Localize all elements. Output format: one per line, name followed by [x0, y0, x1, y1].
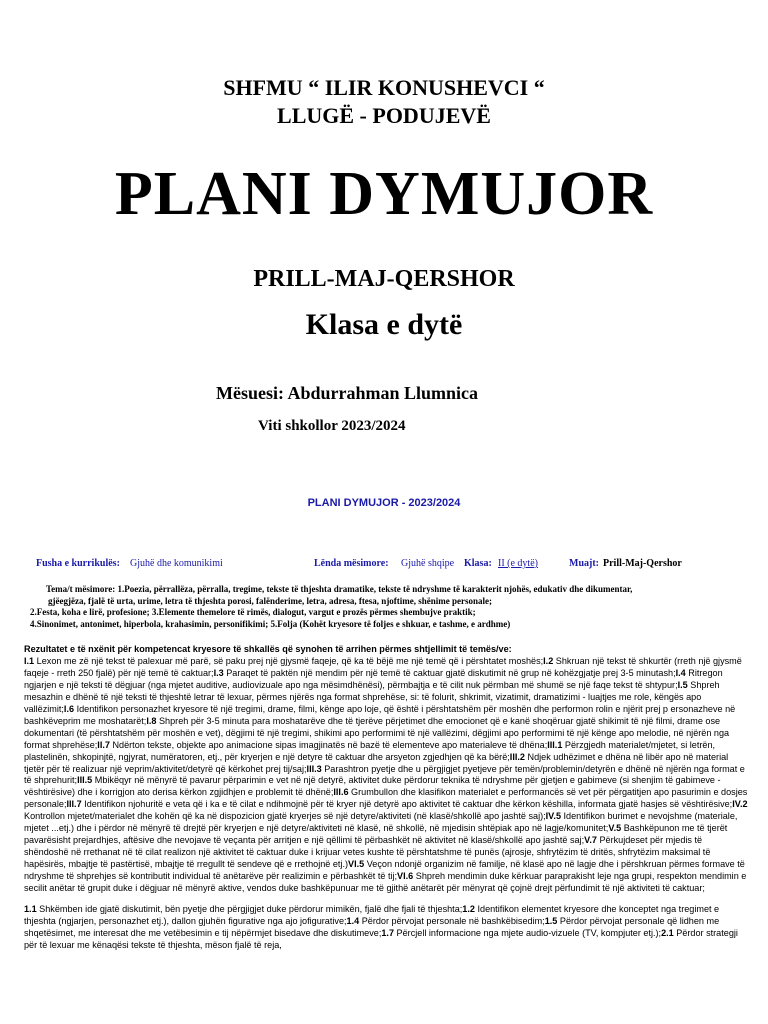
outcome-code: III.2 — [509, 751, 525, 762]
muaji-label: Muajt: — [569, 558, 599, 569]
outcome-code: 2.1 — [661, 927, 674, 938]
place-line: LLUGË - PODUJEVË — [277, 103, 491, 128]
outcome-code: III.1 — [547, 739, 563, 750]
teacher-name: Mësuesi: Abdurrahman Llumnica — [216, 383, 479, 403]
lenda-value: Gjuhë shqipe — [401, 558, 455, 569]
outcome-text: Shpreh mendimin duke kërkuar paraprakisht leje nga grupi, respekton mendimin e secilit anëtar të grupit duke i dëgjuar në mënyrë aktive, vendos duke bashkëpunuar me të gjithë anëtarët për mënyrat që çojnë drejt përfundimit të një aktiviteti të caktuar; — [24, 871, 747, 894]
outcome-text: Mbikëqyr në mënyrë të pavarur përparimin e vet në një detyrë, aktivitet duke përdorur teknika të ndryshme për gjetjen e gabimeve (si shenjim të gabimeve - vështirësive) dhe i korrigjon ato derisa kërkon zgjidhjen e problemit të dhënë; — [24, 775, 721, 798]
outcome-code: I.8 — [146, 715, 157, 726]
outcome-code: I.3 — [213, 667, 224, 678]
outcome-code: 1.5 — [544, 915, 558, 926]
outcome-code: IV.2 — [732, 799, 748, 810]
outcome-text: Lexon me zë një tekst të palexuar më parë, së paku prej një gjysmë faqeje, që ka të bëjë me një temë që i përshtatet moshës; — [34, 655, 544, 666]
outcome-text: Grumbullon dhe klasifikon materialet e performancës së vet për përgatitjen apo pasurimin e dosjes personale; — [24, 787, 748, 810]
outcome-text: Përcjell informacione nga mjete audio-vizuele (TV, kompjuter etj.); — [394, 927, 662, 938]
outcome-text: Shpreh mesazhin e dhënë të një teksti të thjeshtë letrar të lexuar, përmes njërës nga format shprehëse, si: të folurit, shkrimit, vizatimit, dramatizimi - luajtjes me role, këngës apo vallëzimit; — [24, 679, 720, 714]
outcome-text: Paraqet të paktën një mendim për një temë të caktuar gjatë diskutimit në grup në kohëzgjatje prej 3-5 minutash; — [223, 667, 676, 678]
outcome-text: Shkëmben ide gjatë diskutimit, bën pyetje dhe përgjigjet duke përdorur mimikën, fjalë dhe fjali të thjeshta; — [36, 904, 463, 915]
learning-outcomes — [24, 644, 748, 952]
outcomes-paragraph — [24, 656, 748, 895]
outcome-code: I.6 — [63, 703, 75, 714]
outcome-text: Veçon ndonjë organizim në familje, në klasë apo në lagje dhe i përshkruan përmes formave të ndryshme të shprehjes së kontributit individual të anëtarëve për realizimin e përbashkët të tij; — [24, 859, 745, 882]
plan-subtitle: PLANI DYMUJOR - 2023/2024 — [307, 497, 461, 509]
outcome-text: Përdor përvojat personale që lidhen me shqetësimet, me interesat dhe me vetëbesimin e tij nëpërmjet bisedave dhe diskutimeve; — [24, 915, 720, 938]
topics-line: 2.Festa, koha e lirë, profesione; 3.Elemente themelore të rimës, dialogut, vargut e prozës përmes shembujve praktik; — [30, 607, 476, 617]
school-year: Viti shkollor 2023/2024 — [258, 418, 406, 434]
outcome-text: Kontrollon mjetet/materialet dhe kohën që ka në dispozicion gjatë kryerjes së një detyre/aktiviteti (në klasë/shkollë apo jashtë saj); — [24, 811, 546, 822]
months-heading: PRILL-MAJ-QERSHOR — [253, 266, 515, 292]
outcome-text: Ndjek udhëzimet e dhëna në libër apo në material tjetër për të realizuar një veprim/aktivitet/detyrë që kërkohet prej tij/saj; — [24, 751, 729, 774]
outcome-text: Shkruan një tekst të shkurtër (rreth një gjysmë faqeje - rreth 250 fjalë) për një temë të caktuar; — [24, 655, 742, 678]
outcome-code: VI.5 — [348, 859, 365, 870]
outcomes-paragraph — [24, 904, 748, 952]
outcome-code: I.5 — [677, 679, 688, 690]
outcome-code: I.4 — [675, 667, 686, 678]
topics-line: 4.Sinonimet, antonimet, hiperbola, krahasimin, personifikimi; 5.Folja (Kohët kryesore të foljes e shkuar, e tashme, e ardhme) — [30, 618, 511, 629]
outcome-text: Bashkëpunon me të tjerët pavarësisht prejardhjes, aftësive dhe nevojave të veçanta për arritjen e një qëllimi të përbashkët në aktivitet në klasë/shkollë apo jashtë saj; — [24, 823, 728, 846]
klasa-label: Klasa: — [464, 558, 492, 569]
outcome-text: Parashtron pyetje dhe u përgjigjet pyetjeve për temën/problemin/detyrën e dhënë në njërën nga format e të shprehurit; — [24, 763, 745, 786]
outcome-text: Ritregon ngjarjen e një teksti të dëgjuar (nga mjetet auditive, audiovizuale apo nga mësimdhënësi), përmbajtja e të cilit nuk përmban më shumë se një faqe tekst të shtypur; — [24, 667, 723, 690]
muaji-value: Prill-Maj-Qershor — [603, 558, 682, 569]
outcome-code: 1.2 — [462, 904, 475, 915]
outcome-text: Identifikon njohuritë e veta që i ka e të cilat e ndihmojnë për të kryer një detyrë apo aktivitet të caktuar dhe kërkon këshilla, informata gjatë hasjes së vështirësive; — [81, 799, 733, 810]
outcome-code: III.6 — [333, 787, 349, 798]
outcome-code: IV.5 — [545, 811, 561, 822]
fusha-value: Gjuhë dhe komunikimi — [130, 558, 223, 569]
topics-line: Tema/t mësimore: 1.Poezia, përrallëza, përralla, tregime, tekste të thjeshta dramatike, tekste të ndryshme të karakterit njohës, edukativ dhe dikumentar, — [46, 584, 633, 594]
page-title: PLANI DYMUJOR — [114, 160, 654, 228]
topics-block — [28, 584, 748, 630]
lenda-label: Lënda mësimore: — [314, 558, 389, 569]
info-row — [36, 558, 746, 572]
outcome-text: Përkujdeset për mjedis të shëndoshë në rrethanat në të cilat realizon një aktivitet të caktuar duke i krijuar vetes kushte të përshtatshme të punës (ajrosje, shfrytëzim të dritës, shfrytëzim maksimal të hapësirës, mbajtje të pastërtisë, mbajtje të rregullt të sendeve që e rrethojnë etj.) — [24, 835, 711, 870]
outcome-code: I.2 — [543, 655, 554, 666]
outcome-code: 1.7 — [381, 927, 395, 938]
outcome-text: Përdor strategji për të lexuar me kënaqësi tekste të thjeshta, mëson fjalë të reja, — [24, 927, 738, 950]
outcome-text: Ndërton tekste, objekte apo animacione sipas imagjinatës në bazë të elementeve apo materialeve të dhëna; — [109, 739, 548, 750]
outcome-text: Identifikon elementet kryesore dhe konceptet nga tregimet e thjeshta (ngjarjen, personazhet etj.), dallon gjuhën figurative nga ajo jofigurative; — [24, 904, 720, 926]
outcome-code: VI.6 — [397, 871, 414, 882]
outcome-text: Identifikon personazhet kryesore të një tregimi, drame, filmi, kënge apo loje, që është i përshtatshëm për moshën dhe performon rolin e njërit prej p ersonazheve në bashkëveprim me moshatarët; — [24, 703, 736, 726]
fusha-label: Fusha e kurrikulës: — [36, 558, 120, 569]
school-line: SHFMU “ ILIR KONUSHEVCI “ — [223, 75, 545, 100]
klasa-value: II (e dytë) — [498, 558, 538, 569]
outcome-text: Identifikon burimet e nevojshme (materiale, mjetet ...etj.) dhe i përdor në mënyrë të drejtë për kryerjen e një detyre/aktiviteti në klasë, në shkollë, në mjedisin shtëpiak apo në lagje/komunitet; — [24, 811, 738, 834]
outcome-code: 1.4 — [346, 915, 360, 926]
outcome-code: I.1 — [24, 655, 35, 666]
outcome-text: Përdor përvojat personale në bashkëbisedim; — [359, 915, 545, 926]
outcome-code: V.7 — [584, 835, 597, 846]
outcome-code: III.3 — [306, 763, 322, 774]
outcome-code: III.7 — [66, 799, 82, 810]
topics-line: gjëegjëza, fjalë të urta, urime, letra të thjeshta porosi, falënderime, letra, adresa, ftesa, njoftime, shënime personale; — [48, 595, 493, 606]
outcome-text: Përzgjedh materialet/mjetet, si letrën, plastelinën, shkopinjtë, ngjyrat, numëratoren, etj., për kryerjen e një detyre të caktuar dhe arsyeton zgjedhjen që ka bërë; — [24, 739, 716, 762]
outcomes-heading: Rezultatet e të nxënit për kompetencat kryesore të shkallës që synohen të arrihen përmes shtjellimit të temës/ve: — [24, 644, 512, 654]
school-name — [0, 74, 768, 130]
outcome-code: III.5 — [77, 775, 93, 786]
outcome-code: II.7 — [97, 739, 110, 750]
class-heading: Klasa e dytë — [305, 308, 463, 341]
outcome-text: Shpreh për 3-5 minuta para moshatarëve dhe të tjerëve përjetimet dhe emocionet që e kanë shoqëruar gjatë shikimit të një filmi, drame ose dokumentari (të përshtatshëm për moshën e vet), dëgjimi të një tregimi, shikimi apo performimi të një vallëzimi, dëgjimi apo performimi të një kënge apo melodie, në njërën nga format shprehëse; — [24, 715, 730, 750]
outcome-code: V.5 — [608, 823, 622, 834]
outcome-code: 1.1 — [24, 904, 37, 915]
